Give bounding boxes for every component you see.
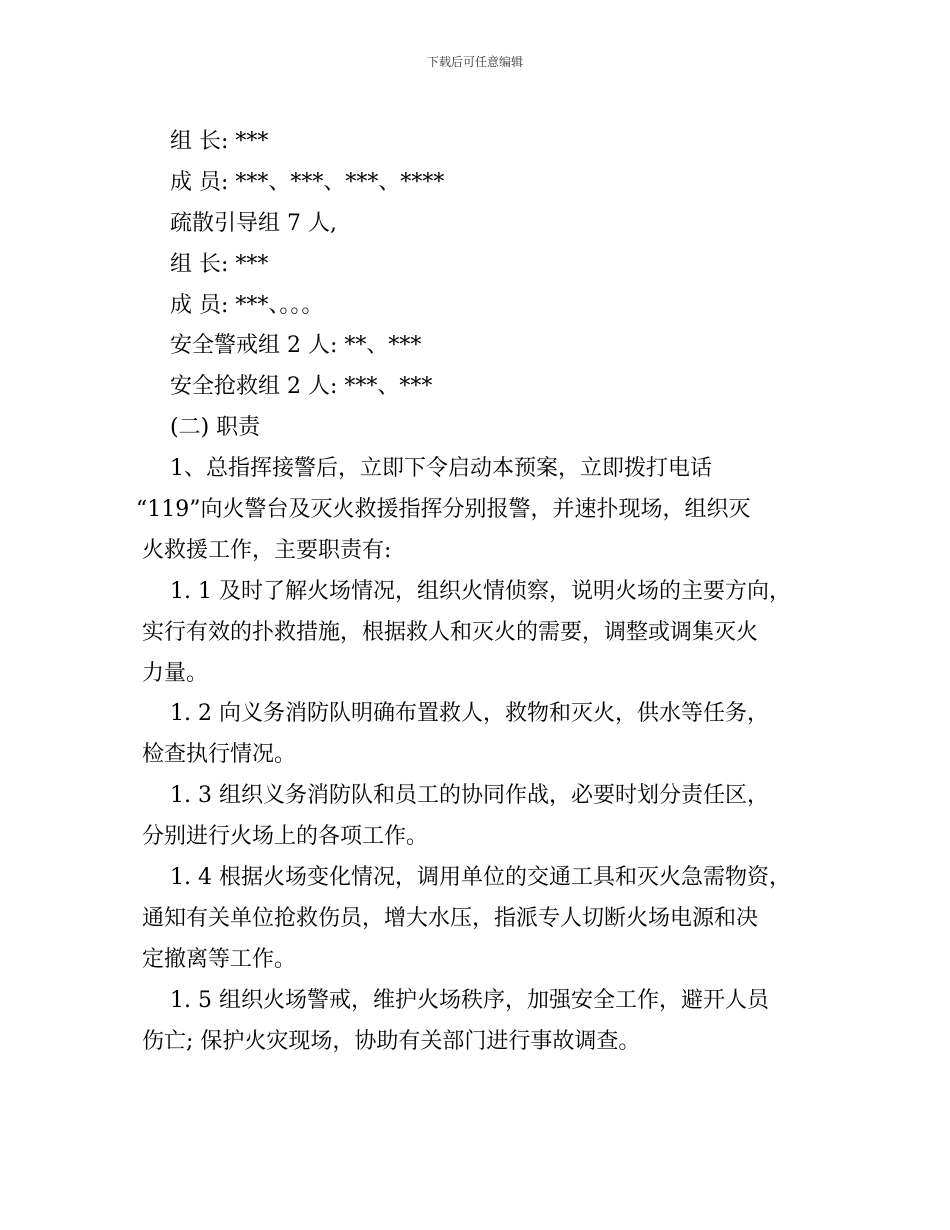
paragraph-line: “119”向火警台及灭火救援指挥分别报警，并速扑现场，组织灭 [136,497,751,523]
page-header-note: 下载后可任意编辑 [426,55,523,69]
paragraph-line: 1. 5 组织火场警戒，维护火场秩序，加强安全工作，避开人员 [170,987,769,1013]
paragraph-line: 1. 2 向义务消防队明确布置救人，救物和灭火，供水等任务， [170,701,769,727]
paragraph-line: 通知有关单位抢救伤员，增大水压，指派专人切断火场电源和决 [142,905,759,931]
evacuation-members-line: 成 员: ***、。。。 [170,292,324,318]
paragraph-line: 伤亡; 保护火灾现场，协助有关部门进行事故调查。 [142,1028,641,1054]
paragraph-line: 1. 1 及时了解火场情况，组织火情侦察，说明火场的主要方向， [170,578,791,604]
document-body [136,122,832,1062]
paragraph-line: 力量。 [142,660,209,686]
evacuation-group-line: 疏散引导组 7 人, [170,210,337,236]
paragraph-line: 检查执行情况。 [142,742,297,768]
paragraph-line: 定撤离等工作。 [142,946,297,972]
paragraph-line: 火救援工作，主要职责有: [142,537,392,563]
paragraph-line: 1、总指挥接警后，立即下令启动本预案，立即拨打电话 [170,456,712,482]
paragraph-line: 1. 4 根据火场变化情况，调用单位的交通工具和灭火急需物资， [170,865,791,891]
security-guard-group-line: 安全警戒组 2 人: **、*** [170,333,422,359]
group-members-line: 成 员: ***、***、***、**** [170,169,445,195]
paragraph-line: 实行有效的扑救措施，根据救人和灭火的需要，调整或调集灭火 [142,619,759,645]
evacuation-leader-line: 组 长: *** [170,251,269,277]
section-heading-duties: (二) 职责 [170,415,261,441]
group-leader-line: 组 长: *** [170,129,269,154]
rescue-group-line: 安全抢救组 2 人: ***、*** [170,374,433,400]
paragraph-line: 分别进行火场上的各项工作。 [142,824,429,850]
paragraph-line: 1. 3 组织义务消防队和员工的协同作战，必要时划分责任区， [170,783,769,809]
